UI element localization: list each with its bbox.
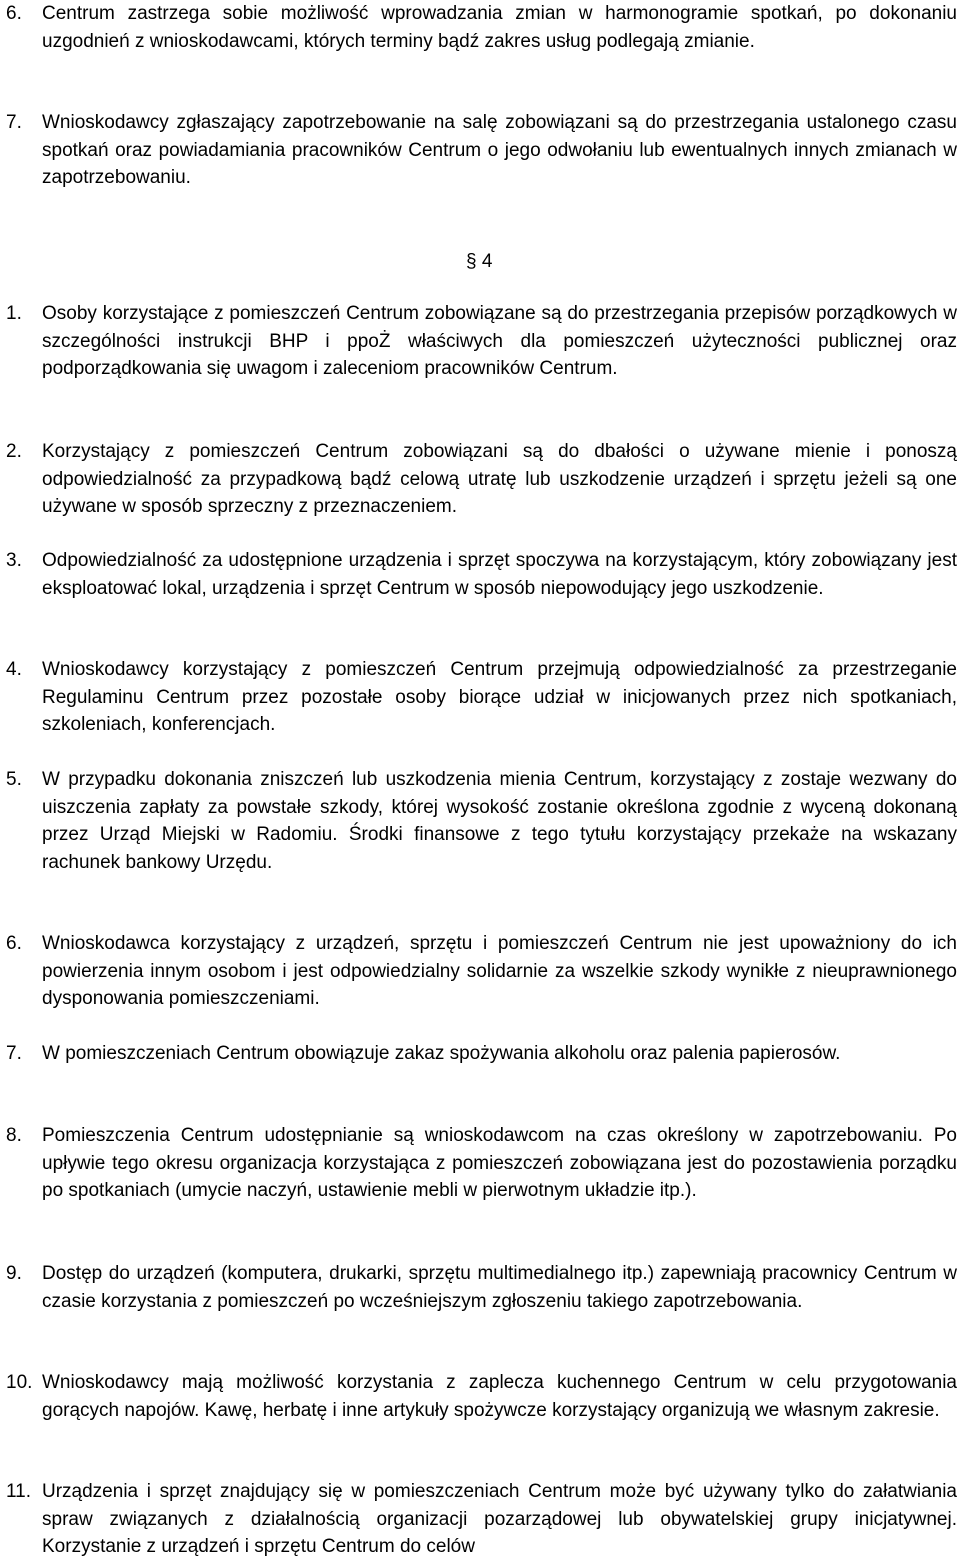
paragraph-text: W pomieszczeniach Centrum obowiązuje zakaz spożywania alkoholu oraz palenia papierosów. bbox=[42, 1043, 841, 1064]
paragraph-number: 9. bbox=[6, 1263, 22, 1284]
paragraph-item bbox=[6, 930, 957, 1013]
paragraph-item bbox=[6, 1478, 957, 1561]
paragraph-text: Wnioskodawcy mają możliwość korzystania z zaplecza kuchennego Centrum w celu przygotowania gorących napojów. Kawę, herbatę i inne artykuły spożywcze korzystający organizują we własnym zakresie. bbox=[42, 1372, 957, 1421]
paragraph-number: 11. bbox=[6, 1481, 32, 1502]
paragraph-item bbox=[6, 300, 957, 383]
paragraph-number: 7. bbox=[6, 112, 22, 133]
paragraph-item bbox=[6, 766, 957, 876]
paragraph-text: Pomieszczenia Centrum udostępnianie są wnioskodawcom na czas określony w zapotrzebowaniu. Po upływie tego okresu organizacja korzystająca z pomieszczeń zobowiązana jest do pozostawienia porządku po spotkaniach (umycie naczyń, ustawienie mebli w pierwotnym układzie itp.). bbox=[42, 1125, 957, 1201]
paragraph-number: 8. bbox=[6, 1125, 22, 1146]
paragraph-item bbox=[6, 438, 957, 521]
paragraph-item bbox=[6, 0, 957, 55]
paragraph-text: W przypadku dokonania zniszczeń lub uszkodzenia mienia Centrum, korzystający z zostaje wezwany do uiszczenia zapłaty za powstałe szkody, której wysokość zostanie określona zgodnie z wyceną dokonaną przez Urząd Miejski w Radomiu. Środki finansowe z tego tytułu korzystający przekaże na wskazany rachunek bankowy Urzędu. bbox=[42, 769, 957, 873]
paragraph-number: 6. bbox=[6, 933, 22, 954]
paragraph-number: 5. bbox=[6, 769, 22, 790]
paragraph-item bbox=[6, 656, 957, 739]
paragraph-text: Dostęp do urządzeń (komputera, drukarki, sprzętu multimedialnego itp.) zapewniają pracownicy Centrum w czasie korzystania z pomieszczeń po wcześniejszym zgłoszeniu takiego zapotrzebowania. bbox=[42, 1263, 957, 1312]
paragraph-number: 7. bbox=[6, 1043, 22, 1064]
paragraph-item bbox=[6, 1122, 957, 1205]
paragraph-item bbox=[6, 1369, 957, 1424]
paragraph-number: 4. bbox=[6, 659, 22, 680]
paragraph-text: Osoby korzystające z pomieszczeń Centrum zobowiązane są do przestrzegania przepisów porządkowych w szczególności instrukcji BHP i ppoŻ właściwych dla pomieszczeń użyteczności publicznej oraz podporządkowania się uwagom i zaleceniom pracowników Centrum. bbox=[42, 303, 957, 379]
paragraph-text: Wnioskodawcy zgłaszający zapotrzebowanie na salę zobowiązani są do przestrzegania ustalonego czasu spotkań oraz powiadamiania pracowników Centrum o jego odwołaniu lub ewentualnych innych zmianach w zapotrzebowaniu. bbox=[42, 112, 957, 188]
paragraph-item bbox=[6, 1260, 957, 1315]
paragraph-item bbox=[6, 547, 957, 602]
paragraph-number: 1. bbox=[6, 303, 22, 324]
paragraph-text: Odpowiedzialność za udostępnione urządzenia i sprzęt spoczywa na korzystającym, który zobowiązany jest eksploatować lokal, urządzenia i sprzęt Centrum w sposób niepowodujący jego uszkodzenie. bbox=[42, 550, 957, 599]
paragraph-item bbox=[6, 109, 957, 192]
paragraph-text: Wnioskodawca korzystający z urządzeń, sprzętu i pomieszczeń Centrum nie jest upoważniony do ich powierzenia innym osobom i jest odpowiedzialny solidarnie za wszelkie szkody wynikłe z nieuprawnionego dysponowania pomieszczeniami. bbox=[42, 933, 957, 1009]
paragraph-text: Wnioskodawcy korzystający z pomieszczeń Centrum przejmują odpowiedzialność za przestrzeganie Regulaminu Centrum przez pozostałe osoby biorące udział w inicjowanych przez nich spotkaniach, szkoleniach, konferencjach. bbox=[42, 659, 957, 735]
paragraph-text: Centrum zastrzega sobie możliwość wprowadzania zmian w harmonogramie spotkań, po dokonaniu uzgodnień z wnioskodawcami, których terminy bądź zakres usług podlegają zmianie. bbox=[42, 3, 957, 52]
paragraph-number: 2. bbox=[6, 441, 22, 462]
paragraph-text: Urządzenia i sprzęt znajdujący się w pomieszczeniach Centrum może być używany tylko do załatwiania spraw związanych z działalnością organizacji pozarządowej lub obywatelskiej grupy inicjatywnej. Korzystanie z urządzeń i sprzętu Centrum do celów bbox=[42, 1481, 957, 1557]
paragraph-text: Korzystający z pomieszczeń Centrum zobowiązani są do dbałości o używane mienie i ponoszą odpowiedzialność za przypadkową bądź celową utratę lub uszkodzenie urządzeń i sprzętu jeżeli są one używane w sposób sprzeczny z przeznaczeniem. bbox=[42, 441, 957, 517]
paragraph-number: 6. bbox=[6, 3, 22, 24]
paragraph-item bbox=[6, 1040, 957, 1068]
paragraph-number: 3. bbox=[6, 550, 22, 571]
paragraph-number: 10. bbox=[6, 1372, 33, 1393]
section-heading: § 4 bbox=[466, 251, 493, 272]
